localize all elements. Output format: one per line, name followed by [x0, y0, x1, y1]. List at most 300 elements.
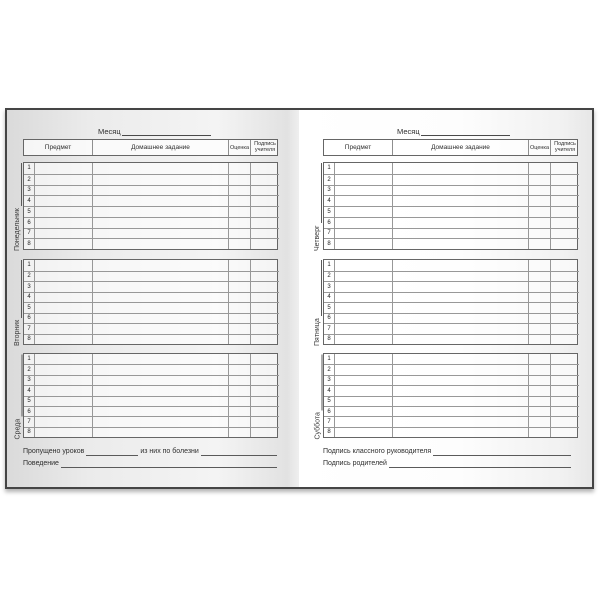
class-teacher-signature-line: [323, 446, 573, 456]
lesson-row: [324, 206, 579, 217]
day-name: Вторник: [14, 319, 21, 346]
day-block-понедельник: [14, 162, 278, 251]
homework-cell: [392, 239, 528, 249]
signature-cell: [550, 272, 579, 282]
homework-cell: [92, 272, 228, 282]
subject-cell: [334, 386, 392, 395]
grade-cell: [528, 196, 550, 206]
homework-cell: [92, 207, 228, 217]
subject-cell: [334, 407, 392, 416]
signature-cell: [550, 397, 579, 406]
blank-line: [201, 453, 277, 456]
lesson-row: [324, 260, 579, 271]
lesson-row: [24, 185, 279, 196]
day-label: [312, 354, 322, 439]
subject-cell: [34, 335, 92, 345]
lesson-row: [24, 271, 279, 282]
subject-cell: [34, 354, 92, 364]
signature-cell: [550, 324, 579, 334]
lesson-row: [24, 354, 279, 364]
day-name: Четверг: [314, 225, 321, 251]
homework-cell: [92, 428, 228, 437]
lesson-number: 4: [327, 387, 331, 394]
lesson-number: 8: [327, 336, 331, 343]
lesson-number: 1: [327, 356, 331, 363]
lesson-rows: [324, 354, 577, 437]
lesson-row: [324, 375, 579, 385]
homework-cell: [392, 335, 528, 345]
lesson-row: [324, 185, 579, 196]
grade-cell: [228, 282, 250, 292]
subject-cell: [34, 397, 92, 406]
lesson-number: 6: [27, 219, 31, 226]
day-blank-line: [19, 354, 22, 416]
lesson-row: [24, 313, 279, 324]
lesson-number: 6: [327, 219, 331, 226]
grade-cell: [228, 175, 250, 185]
month-label: Месяц: [98, 127, 121, 136]
signature-cell: [550, 428, 579, 437]
signature-cell: [250, 324, 279, 334]
subject-cell: [334, 303, 392, 313]
signature-cell: [250, 229, 279, 239]
lesson-row: [24, 206, 279, 217]
parents-signature-line: [323, 458, 573, 468]
lesson-number: 1: [327, 165, 331, 172]
grade-cell: [528, 175, 550, 185]
grade-cell: [528, 335, 550, 345]
lesson-number: 5: [27, 304, 31, 311]
lesson-row: [24, 364, 279, 374]
subject-cell: [334, 314, 392, 324]
grade-cell: [528, 229, 550, 239]
lesson-row: [24, 396, 279, 406]
grade-cell: [228, 354, 250, 364]
grade-cell: [528, 354, 550, 364]
blank-line: [433, 453, 571, 456]
day-block-вторник: [14, 259, 278, 346]
lesson-number: 3: [327, 377, 331, 384]
lesson-row: [324, 195, 579, 206]
homework-cell: [392, 365, 528, 374]
grade-cell: [228, 186, 250, 196]
blank-line: [389, 465, 571, 468]
homework-cell: [92, 365, 228, 374]
page-left: [7, 110, 299, 487]
homework-cell: [392, 218, 528, 228]
signature-cell: [550, 207, 579, 217]
grade-cell: [528, 163, 550, 174]
subject-cell: [34, 303, 92, 313]
signature-cell: [250, 186, 279, 196]
homework-cell: [392, 196, 528, 206]
lesson-row: [24, 163, 279, 174]
grade-cell: [228, 335, 250, 345]
signature-cell: [550, 293, 579, 303]
grade-cell: [528, 239, 550, 249]
signature-cell: [550, 303, 579, 313]
homework-cell: [392, 324, 528, 334]
signature-cell: [250, 386, 279, 395]
signature-cell: [250, 354, 279, 364]
behavior-label: Поведение: [23, 460, 59, 467]
grade-cell: [528, 365, 550, 374]
homework-cell: [392, 303, 528, 313]
homework-cell: [92, 324, 228, 334]
grade-cell: [228, 324, 250, 334]
homework-cell: [92, 303, 228, 313]
lesson-row: [324, 281, 579, 292]
lesson-number: 2: [27, 176, 31, 183]
homework-cell: [392, 163, 528, 174]
signature-cell: [250, 365, 279, 374]
grade-cell: [228, 397, 250, 406]
homework-cell: [92, 163, 228, 174]
day-blocks-left: [7, 110, 299, 487]
signature-cell: [250, 293, 279, 303]
grade-cell: [228, 196, 250, 206]
day-name: Суббота: [314, 411, 321, 439]
subject-cell: [334, 207, 392, 217]
signature-cell: [250, 314, 279, 324]
sick-lessons-label: из них по болезни: [140, 448, 199, 455]
grade-cell: [528, 324, 550, 334]
lesson-row: [24, 292, 279, 303]
header-signature-line1: Подпись: [554, 140, 576, 147]
homework-cell: [92, 218, 228, 228]
subject-cell: [34, 428, 92, 437]
subject-cell: [334, 293, 392, 303]
lesson-number: 6: [327, 408, 331, 415]
homework-cell: [92, 354, 228, 364]
homework-cell: [92, 196, 228, 206]
signature-cell: [550, 260, 579, 271]
lesson-row: [24, 217, 279, 228]
homework-cell: [392, 376, 528, 385]
day-name: Среда: [14, 418, 21, 439]
grade-cell: [228, 365, 250, 374]
grade-cell: [228, 407, 250, 416]
lesson-row: [24, 375, 279, 385]
lesson-number: 1: [27, 165, 31, 172]
lesson-number: 4: [327, 198, 331, 205]
header-subject: Предмет: [44, 144, 72, 151]
grade-cell: [228, 386, 250, 395]
lesson-row: [24, 416, 279, 426]
lesson-row: [24, 427, 279, 437]
day-blank-line: [319, 260, 322, 316]
day-label: [12, 163, 22, 251]
grade-cell: [528, 386, 550, 395]
lesson-number: 8: [27, 336, 31, 343]
lesson-row: [24, 323, 279, 334]
signature-cell: [550, 314, 579, 324]
homework-cell: [92, 260, 228, 271]
subject-cell: [334, 376, 392, 385]
subject-cell: [34, 229, 92, 239]
day-blank-line: [319, 163, 322, 223]
lesson-row: [324, 302, 579, 313]
day-block-четверг: [314, 162, 578, 251]
header-grade: Оценка: [228, 140, 250, 155]
subject-cell: [334, 397, 392, 406]
homework-cell: [92, 335, 228, 345]
lesson-number: 2: [327, 273, 331, 280]
lesson-number: 4: [327, 294, 331, 301]
subject-cell: [34, 282, 92, 292]
subject-cell: [334, 324, 392, 334]
signature-cell: [550, 335, 579, 345]
lesson-number: 4: [27, 198, 31, 205]
subject-cell: [34, 207, 92, 217]
signature-cell: [550, 365, 579, 374]
grade-cell: [528, 376, 550, 385]
subject-cell: [34, 314, 92, 324]
lesson-number: 8: [327, 429, 331, 436]
signature-cell: [550, 186, 579, 196]
lesson-row: [24, 385, 279, 395]
blank-line: [86, 453, 138, 456]
signature-cell: [550, 175, 579, 185]
lesson-number: 2: [27, 367, 31, 374]
subject-cell: [34, 260, 92, 271]
lesson-number: 2: [27, 273, 31, 280]
grade-cell: [528, 293, 550, 303]
subject-cell: [34, 386, 92, 395]
lesson-row: [24, 238, 279, 249]
lesson-row: [324, 228, 579, 239]
lesson-row: [24, 174, 279, 185]
subject-cell: [334, 335, 392, 345]
homework-cell: [92, 186, 228, 196]
signature-cell: [550, 229, 579, 239]
signature-cell: [250, 218, 279, 228]
day-name: Понедельник: [14, 208, 21, 251]
homework-cell: [392, 207, 528, 217]
day-block-пятница: [314, 259, 578, 346]
homework-cell: [392, 407, 528, 416]
homework-cell: [392, 397, 528, 406]
signature-cell: [250, 417, 279, 426]
homework-cell: [92, 239, 228, 249]
lesson-number: 1: [27, 356, 31, 363]
subject-cell: [34, 163, 92, 174]
lesson-number: 6: [327, 315, 331, 322]
subject-cell: [34, 324, 92, 334]
header-signature-line1: Подпись: [254, 140, 276, 147]
behavior-line: [23, 458, 279, 468]
lesson-number: 3: [27, 377, 31, 384]
grade-cell: [528, 407, 550, 416]
homework-cell: [92, 229, 228, 239]
lesson-number: 7: [27, 325, 31, 332]
header-homework: Домашнее задание: [92, 140, 228, 155]
day-label: [312, 163, 322, 251]
signature-cell: [550, 196, 579, 206]
subject-cell: [334, 218, 392, 228]
subject-cell: [334, 428, 392, 437]
homework-cell: [392, 293, 528, 303]
lesson-number: 7: [327, 418, 331, 425]
lesson-row: [324, 416, 579, 426]
page-right: [299, 110, 592, 487]
lesson-number: 5: [327, 398, 331, 405]
lesson-number: 2: [327, 367, 331, 374]
homework-cell: [92, 376, 228, 385]
lesson-rows: [24, 163, 277, 249]
lesson-number: 7: [327, 325, 331, 332]
subject-cell: [34, 186, 92, 196]
diary-spread: [5, 108, 594, 489]
signature-cell: [550, 354, 579, 364]
day-block-суббота: [314, 353, 578, 439]
month-label: Месяц: [397, 127, 420, 136]
missed-lessons-label: Пропущено уроков: [23, 448, 85, 455]
grade-cell: [528, 207, 550, 217]
grade-cell: [228, 218, 250, 228]
signature-cell: [550, 163, 579, 174]
grade-cell: [228, 272, 250, 282]
signature-cell: [550, 239, 579, 249]
signature-cell: [250, 407, 279, 416]
header-grade: Оценка: [528, 140, 550, 155]
grade-cell: [528, 272, 550, 282]
day-label: [12, 354, 22, 439]
subject-cell: [34, 239, 92, 249]
header-signature-line2: учителя: [554, 146, 576, 153]
signature-cell: [250, 163, 279, 174]
grade-cell: [528, 282, 550, 292]
subject-cell: [34, 196, 92, 206]
homework-cell: [392, 272, 528, 282]
lesson-row: [324, 334, 579, 345]
grade-cell: [228, 207, 250, 217]
signature-cell: [250, 428, 279, 437]
header-signature-line2: учителя: [254, 146, 276, 153]
grade-cell: [228, 417, 250, 426]
homework-cell: [392, 428, 528, 437]
signature-cell: [250, 303, 279, 313]
signature-cell: [250, 207, 279, 217]
lesson-number: 7: [27, 418, 31, 425]
lesson-row: [324, 396, 579, 406]
lesson-row: [24, 228, 279, 239]
grade-cell: [228, 303, 250, 313]
missed-lessons-line: [23, 446, 279, 456]
subject-cell: [334, 175, 392, 185]
grade-cell: [528, 417, 550, 426]
lesson-rows: [24, 354, 277, 437]
day-label: [312, 260, 322, 346]
lesson-row: [24, 195, 279, 206]
signature-cell: [250, 175, 279, 185]
subject-cell: [334, 282, 392, 292]
grade-cell: [528, 314, 550, 324]
subject-cell: [334, 239, 392, 249]
lesson-number: 3: [327, 187, 331, 194]
lesson-row: [324, 238, 579, 249]
lesson-number: 8: [327, 241, 331, 248]
signature-cell: [550, 407, 579, 416]
signature-cell: [250, 272, 279, 282]
lesson-number: 1: [327, 262, 331, 269]
lesson-row: [324, 354, 579, 364]
signature-cell: [250, 260, 279, 271]
lesson-row: [324, 323, 579, 334]
lesson-number: 4: [27, 294, 31, 301]
lesson-number: 7: [327, 230, 331, 237]
lesson-number: 3: [27, 283, 31, 290]
grade-cell: [528, 260, 550, 271]
day-name: Пятница: [314, 318, 321, 346]
lesson-number: 6: [27, 408, 31, 415]
header-homework: Домашнее задание: [392, 140, 528, 155]
lesson-row: [324, 217, 579, 228]
grade-cell: [228, 293, 250, 303]
lesson-number: 5: [27, 208, 31, 215]
lesson-row: [324, 427, 579, 437]
homework-cell: [92, 417, 228, 426]
parents-signature-label: Подпись родителей: [323, 460, 387, 467]
grade-cell: [228, 260, 250, 271]
grade-cell: [228, 229, 250, 239]
grade-cell: [528, 397, 550, 406]
subject-cell: [34, 175, 92, 185]
homework-cell: [392, 175, 528, 185]
signature-cell: [250, 376, 279, 385]
signature-cell: [550, 218, 579, 228]
subject-cell: [334, 272, 392, 282]
lesson-rows: [324, 163, 577, 249]
lesson-rows: [24, 260, 277, 344]
lesson-number: 3: [27, 187, 31, 194]
homework-cell: [92, 175, 228, 185]
homework-cell: [92, 293, 228, 303]
grade-cell: [528, 186, 550, 196]
grade-cell: [528, 218, 550, 228]
lesson-row: [324, 163, 579, 174]
lesson-number: 6: [27, 315, 31, 322]
lesson-number: 7: [27, 230, 31, 237]
homework-cell: [392, 186, 528, 196]
subject-cell: [334, 196, 392, 206]
day-label: [12, 260, 22, 346]
lesson-number: 1: [27, 262, 31, 269]
subject-cell: [334, 260, 392, 271]
grade-cell: [228, 239, 250, 249]
homework-cell: [392, 386, 528, 395]
homework-cell: [392, 260, 528, 271]
subject-cell: [34, 365, 92, 374]
lesson-row: [24, 406, 279, 416]
lesson-number: 4: [27, 387, 31, 394]
lesson-number: 8: [27, 241, 31, 248]
lesson-row: [324, 385, 579, 395]
signature-cell: [250, 196, 279, 206]
grade-cell: [528, 428, 550, 437]
subject-cell: [34, 272, 92, 282]
homework-cell: [92, 397, 228, 406]
subject-cell: [334, 417, 392, 426]
homework-cell: [92, 386, 228, 395]
signature-cell: [550, 282, 579, 292]
homework-cell: [392, 282, 528, 292]
day-blocks-right: [299, 110, 592, 487]
lesson-number: 3: [327, 283, 331, 290]
lesson-number: 5: [327, 208, 331, 215]
homework-cell: [392, 314, 528, 324]
lesson-row: [324, 174, 579, 185]
